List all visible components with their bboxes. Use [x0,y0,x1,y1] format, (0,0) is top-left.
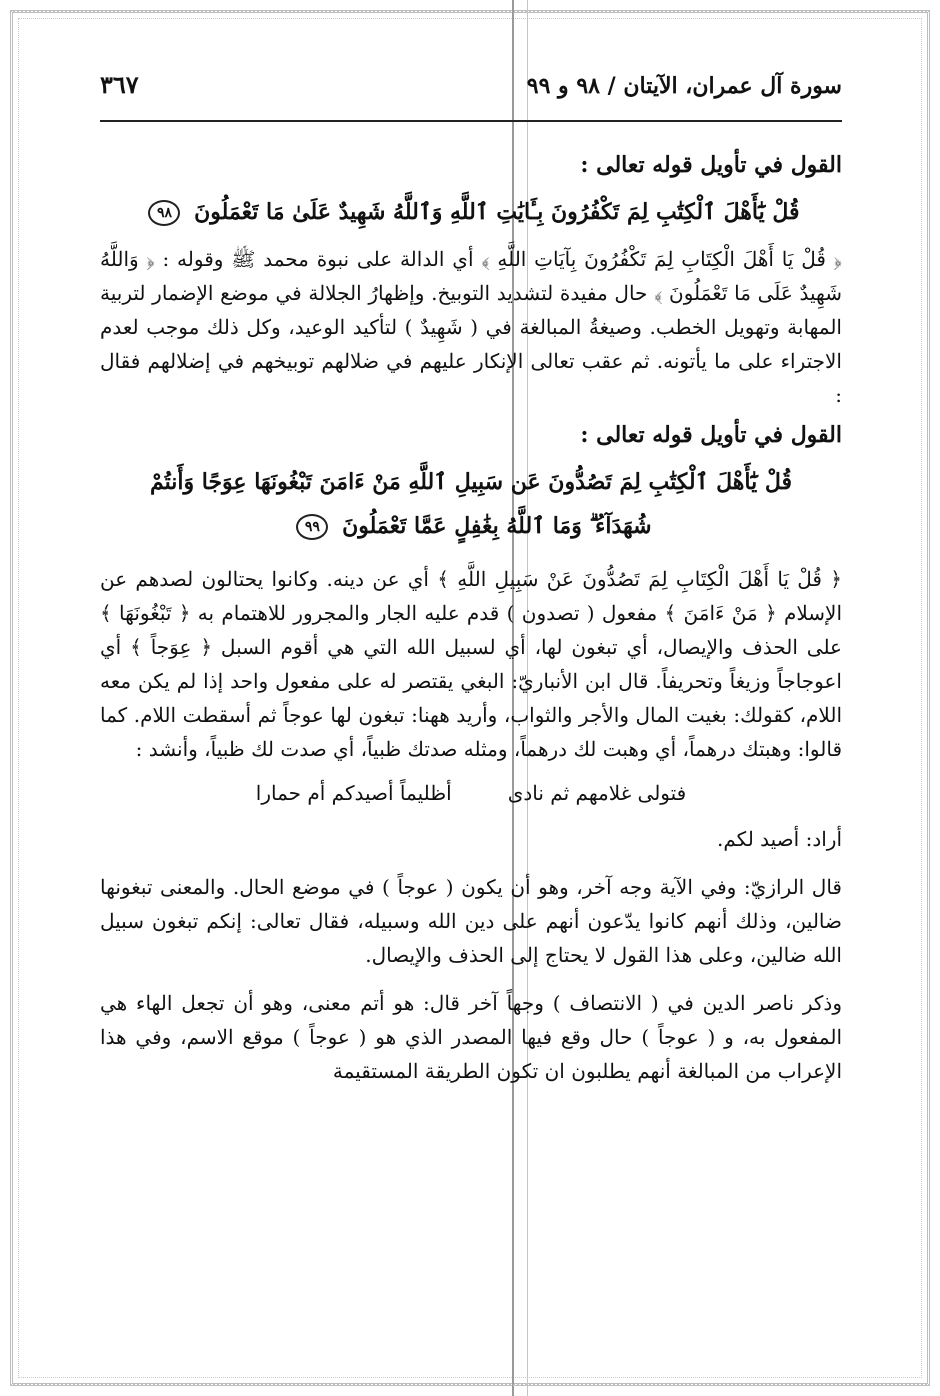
quran-verse-99 [100,460,842,548]
commentary-paragraph-3: قال الرازيّ: وفي الآية وجه آخر، وهو أن يكون ( عوجاً ) في موضع الحال. والمعنى تبغونها ضالين، وذلك أنهم كانوا يدّعون أنهم على دين الله وسبيله، فقال تعالى: إنكم تبغون سبيل الله ضالين، وعلى هذا القول لا يحتاج إلى الحذف والإيصال. [100,875,842,967]
commentary-paragraph-4: وذكر ناصر الدين في ( الانتصاف ) وجهاً آخر قال: هو أتم معنى، وهو أن تجعل الهاء هي المفعول به، و ( عوجاً ) حال وقع فيها المصدر الذي هو ( عوجاً ) موقع الاسم، وفي هذا الإعراب من المبالغة أنهم يطلبون ان تكون الطريقة المستقيمة [100,991,842,1083]
poem-second-hemistich: أظليماً أصيدكم أم حمارا [255,781,452,805]
poem-note: أراد: أصيد لكم. [716,827,842,851]
verse-number-badge-98: ٩٨ [148,200,180,226]
page-number: ٣٦٧ [100,70,139,99]
quran-verse-98 [100,190,842,234]
commentary-paragraph-1: ﴿ قُلْ يَا أَهْلَ الْكِتَابِ لِمَ تَكْفُرُونَ بِآيَاتِ اللَّهِ ﴾ أي الدالة على نبوة محمد ﷺ وقوله : ﴿ وَاللَّهُ شَهِيدٌ عَلَى مَا تَعْمَلُونَ ﴾ حال مفيدة لتشديد التوبيخ. وإظهارُ الجلالة في موضع الإضمار لتربية المهابة وتهويل الخطب. وصيغةُ المبالغة في ( شَهِيدٌ ) لتأكيد الوعيد، وكل ذلك موجب لعدم الاجتراء على ما يأتونه. ثم عقب تعالى الإنكار عليهم في ضلالهم توبيخهم في إضلالهم فقال : [100,247,842,407]
verse-number-badge-99: ٩٩ [296,514,328,540]
verse-99-line-1: قُلْ يَٰٓأَهْلَ ٱلْكِتَٰبِ لِمَ تَصُدُّونَ عَن سَبِيلِ ٱللَّهِ مَنْ ءَامَنَ تَبْغُونَهَا عِوَجًا وَأَنتُمْ [149,469,793,495]
book-page [100,70,842,1370]
header-title: سورة آل عمران، الآيتان / ٩٨ و ٩٩ [526,73,842,99]
section-heading-2: القول في تأويل قوله تعالى : [580,422,842,448]
poetry-verse [100,776,842,810]
verse-99-line-2: شُهَدَآءُ ۗ وَمَا ٱللَّهُ بِغَٰفِلٍ عَمَّا تَعْمَلُونَ [342,513,652,539]
running-header [100,70,842,122]
verse-98-text: قُلْ يَٰٓأَهْلَ ٱلْكِتَٰبِ لِمَ تَكْفُرُونَ بِـَٔايَٰتِ ٱللَّهِ وَٱللَّهُ شَهِيدٌ عَلَىٰ مَا تَعْمَلُونَ [194,199,800,225]
commentary-paragraph-2: ﴿ قُلْ يَا أَهْلَ الْكِتَابِ لِمَ تَصُدُّونَ عَنْ سَبِيلِ اللَّهِ ﴾ أي عن دينه. وكانوا يحتالون لصدهم عن الإسلام ﴿ مَنْ ءَامَنَ ﴾ مفعول ( تصدون ) قدم عليه الجار والمجرور للاهتمام به ﴿ تَبْغُونَهَا ﴾ على الحذف والإيصال، أي تبغون لها، أي لسبيل الله التي هي أقوم السبل ﴿ عِوَجاً ﴾ أي اعوجاجاً وزيغاً وتحريفاً. قال ابن الأنباريّ: البغي يقتصر له على مفعول واحد إذا لم يكن معه اللام، كقولك: بغيت المال والأجر والثواب، وأريد ههنا: تبغون لها عوجاً ثم أسقطت اللام. كما قالوا: وهبتك درهماً، أي وهبت لك درهماً، ومثله صدتك ظبياً، أي صدت لك ظبياً، وأنشد : [100,567,842,761]
section-heading-1: القول في تأويل قوله تعالى : [580,152,842,178]
poem-first-hemistich: فتولى غلامهم ثم نادى [507,781,687,805]
bottom-ornament-border [10,1384,930,1392]
